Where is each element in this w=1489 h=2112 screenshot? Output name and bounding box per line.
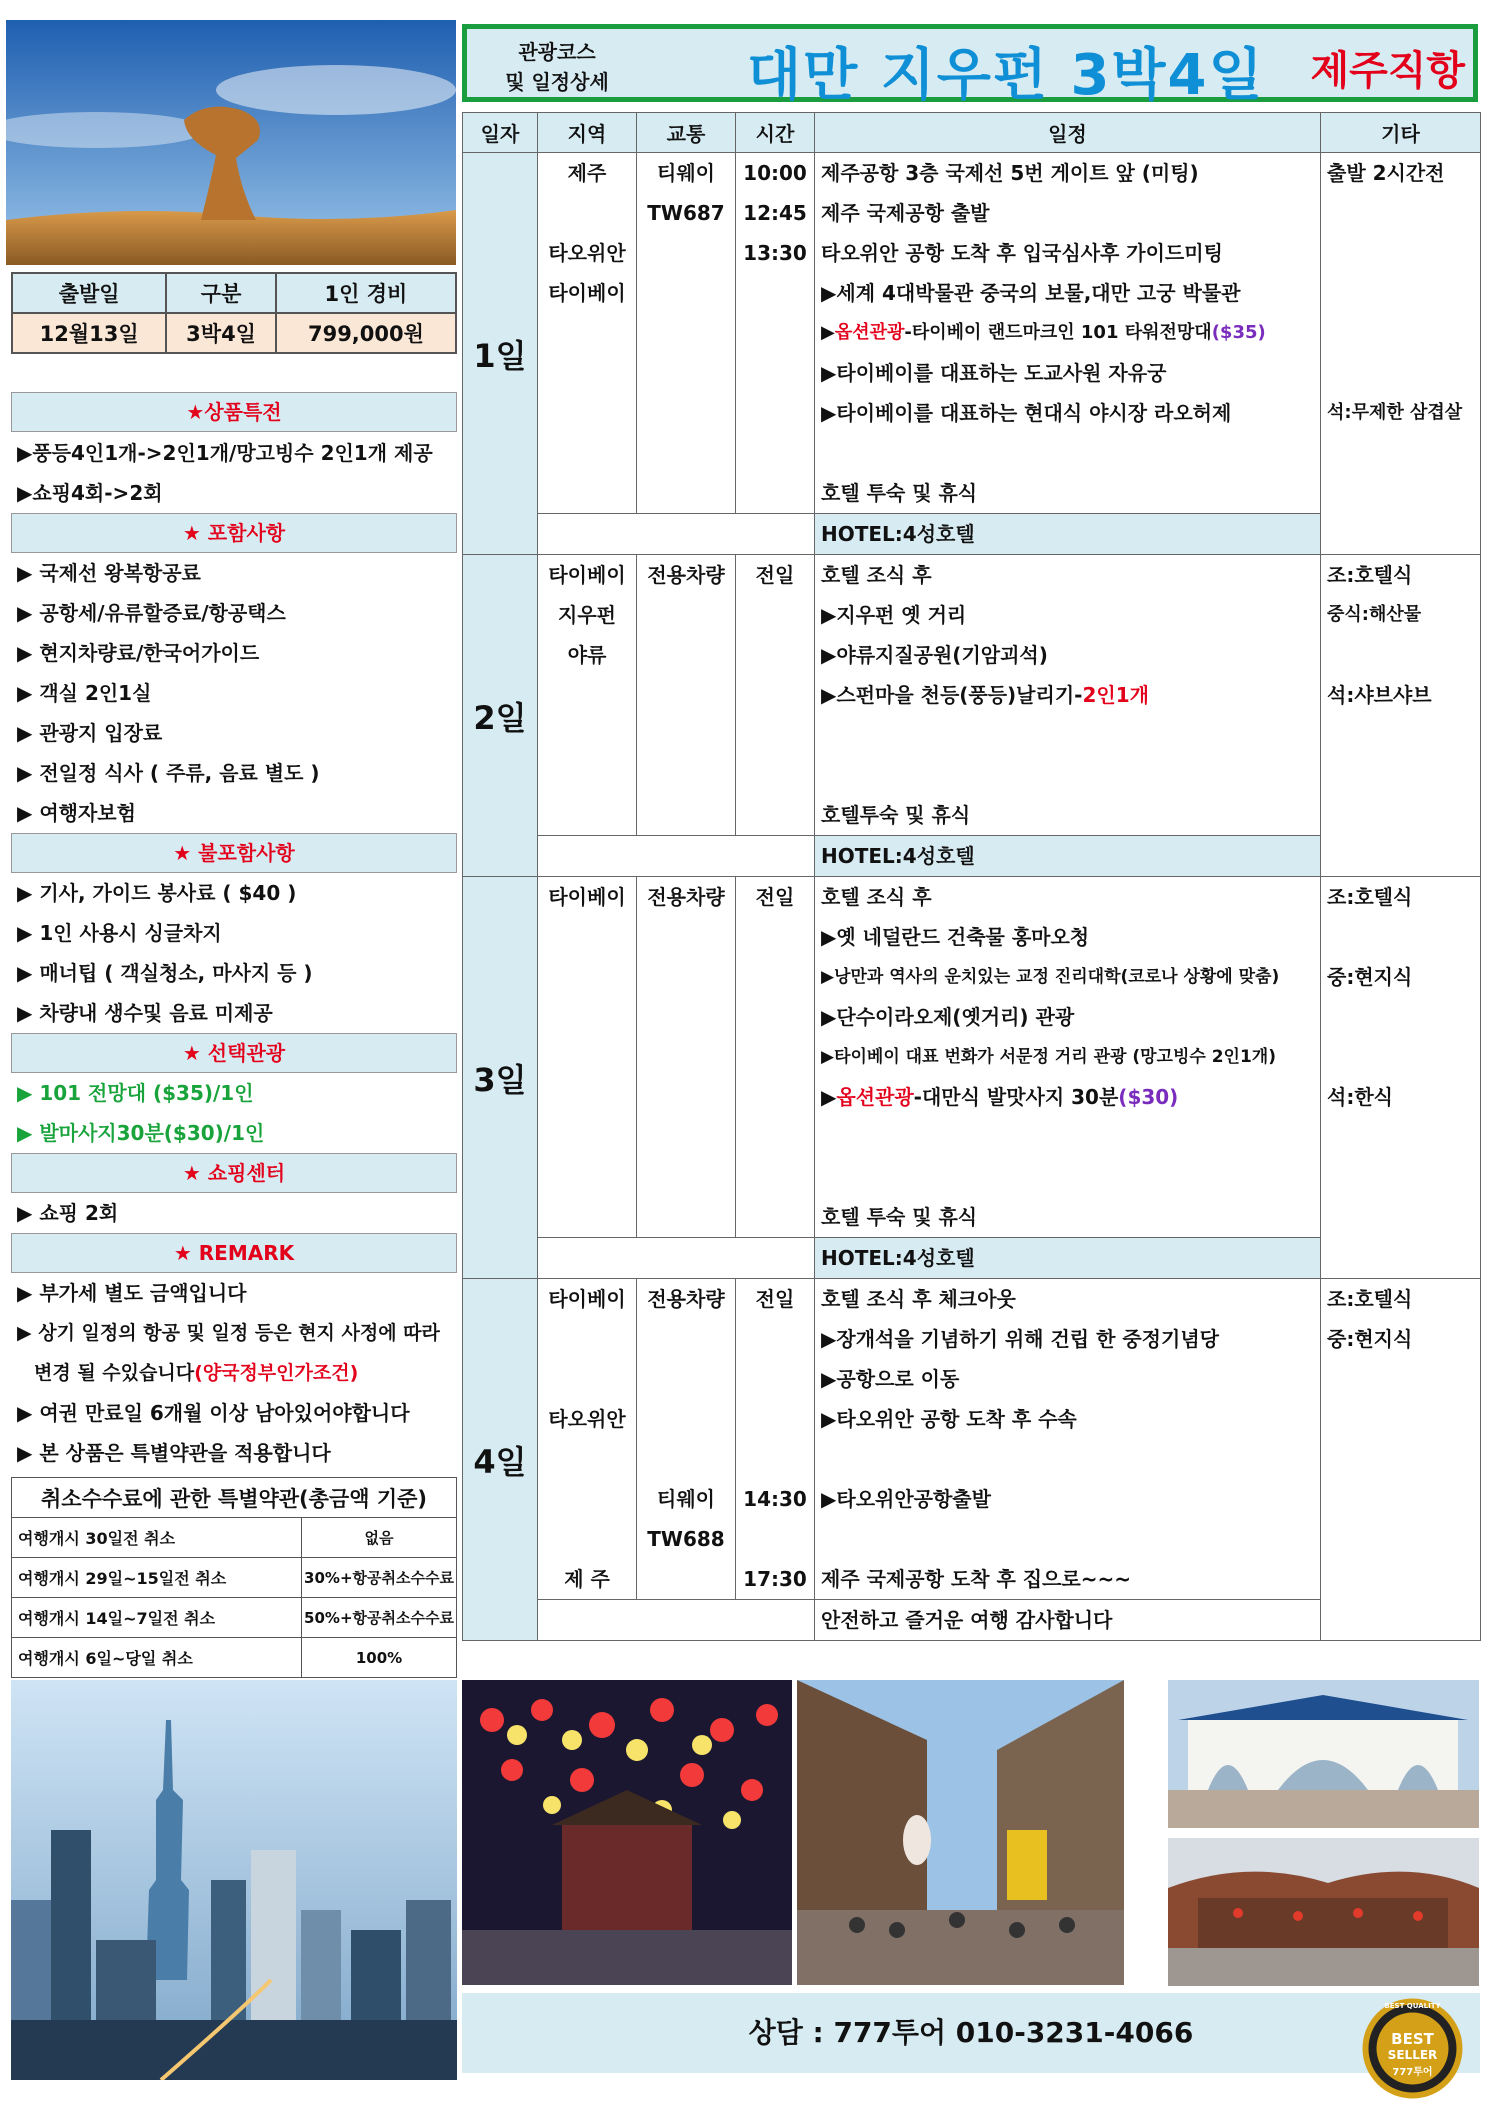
region-line: 제 주 (564, 1567, 610, 1591)
region-line: 타이베이 (548, 563, 626, 587)
plan-lantern-text: ▶스펀마을 천등(풍등)날리기- (821, 683, 1083, 707)
etc-cell (1321, 555, 1481, 877)
plan-line: ▶타이베이를 대표하는 현대식 야시장 라오허제 (821, 401, 1232, 425)
included-section-title: ★ 포함사항 (11, 513, 457, 553)
day-label: 4일 (463, 1279, 538, 1641)
region-cell (538, 877, 637, 1238)
plan-line: ▶공항으로 이동 (821, 1367, 960, 1391)
etc-line: 석:무제한 삼겹살 (1327, 402, 1463, 423)
plan-line: ▶지우펀 옛 거리 (821, 603, 967, 627)
longshan-temple-photo (1168, 1838, 1479, 1986)
time-cell (736, 555, 815, 836)
plan-line: ▶세계 4대박물관 중국의 보물,대만 고궁 박물관 (821, 281, 1241, 305)
optional-item-1: ▶ 101 전망대 ($35)/1인 (17, 1081, 254, 1105)
etc-line: 중:현지식 (1327, 965, 1413, 989)
day-label: 3일 (463, 877, 538, 1279)
schedule-row-day2 (463, 555, 1481, 836)
remark-item-3: ▶ 여권 만료일 6개월 이상 남아있어야합니다 (17, 1401, 410, 1425)
hotel-label: HOTEL:4성호텔 (815, 1238, 1320, 1278)
cancellation-period: 여행개시 14일~7일전 취소 (12, 1598, 302, 1638)
plan-cell (815, 1279, 1321, 1600)
plan-line-optional (821, 313, 1320, 353)
badge-ring-text: BEST QUALITY (1384, 2002, 1441, 2010)
plan-line: 호텔 조식 후 체크아웃 (821, 1287, 1016, 1311)
schedule-row-day4 (463, 1279, 1481, 1600)
plan-cell (815, 153, 1321, 514)
etc-cell (1321, 877, 1481, 1279)
plan-line: 제주 국제공항 도착 후 집으로~~~ (821, 1567, 1131, 1591)
region-cell (538, 555, 637, 836)
included-item-4: ▶ 객실 2인1실 (17, 681, 152, 705)
region-line: 타오위안 (548, 1407, 626, 1431)
cancellation-title: 취소수수료에 관한 특별약관(총금액 기준) (12, 1478, 457, 1518)
plan-cell (815, 555, 1321, 836)
region-line (538, 193, 636, 233)
hotel-cell (815, 836, 1321, 877)
included-item-2: ▶ 공항세/유류할증료/항공택스 (17, 601, 286, 625)
price-date: 12월13일 (12, 313, 166, 353)
price-header-cost: 1인 경비 (276, 273, 456, 313)
remark-item-1: ▶ 부가세 별도 금액입니다 (17, 1281, 247, 1305)
direct-flight-tag: 제주직항 (1310, 48, 1465, 94)
time-line: 17:30 (743, 1567, 807, 1591)
hotel-spacer (538, 514, 815, 555)
etc-line: 조:호텔식 (1327, 1287, 1413, 1311)
badge-line1: BEST (1391, 2030, 1434, 2048)
region-cell (538, 1279, 637, 1600)
plan-lantern-note: 2인1개 (1082, 683, 1149, 707)
page-header (462, 24, 1478, 108)
time-cell (736, 153, 815, 514)
col-header-region: 지역 (538, 113, 637, 153)
plan-line: 호텔 조식 후 (821, 885, 932, 909)
time-line: 전일 (755, 885, 795, 909)
plan-line: 호텔 투숙 및 휴식 (821, 481, 978, 505)
col-header-day: 일자 (463, 113, 538, 153)
etc-line: 출발 2시간전 (1327, 161, 1445, 185)
plan-line: ▶장개석을 기념하기 위해 건립 한 중정기념당 (821, 1327, 1219, 1351)
remark-item-2-text: 변경 될 수있습니다 (34, 1362, 195, 1384)
closing-cell (815, 1600, 1321, 1641)
transport-line: 티웨이 (657, 161, 715, 185)
etc-line: 석:한식 (1327, 1085, 1393, 1109)
plan-bullet: ▶ (821, 322, 835, 343)
remark-item-2-condition: (양국정부인가조건) (194, 1362, 359, 1384)
price-table (11, 272, 457, 354)
plan-line-optional (821, 1077, 1320, 1117)
transport-cell (637, 153, 736, 514)
time-line: 10:00 (743, 161, 807, 185)
transport-line: 전용차량 (647, 1287, 725, 1311)
time-line: 전일 (755, 1287, 795, 1311)
closing-spacer (538, 1600, 815, 1641)
badge-line3: 777투어 (1392, 2067, 1433, 2078)
time-cell (736, 877, 815, 1238)
plan-line: ▶야류지질공원(기암괴석) (821, 643, 1048, 667)
lantern-street-photo (462, 1680, 792, 1985)
contact-footer (462, 1993, 1480, 2073)
plan-line: 호텔 투숙 및 휴식 (821, 1205, 978, 1229)
plan-line: 호텔투숙 및 휴식 (821, 803, 971, 827)
cancellation-fee: 50%+항공취소수수료 (302, 1598, 457, 1638)
plan-bullet: ▶ (821, 1085, 837, 1109)
remark-item-2-cont (34, 1353, 358, 1393)
hotel-label: HOTEL:4성호텔 (815, 514, 1320, 554)
etc-cell (1321, 153, 1481, 555)
shopping-item-1: ▶ 쇼핑 2회 (17, 1201, 119, 1225)
plan-line: ▶타오위안공항출발 (821, 1487, 991, 1511)
col-header-etc: 기타 (1321, 113, 1481, 153)
cancellation-fee: 100% (302, 1638, 457, 1678)
hotel-label: HOTEL:4성호텔 (815, 836, 1320, 876)
optional-tour-text: -대만식 발맛사지 30분 (913, 1085, 1119, 1109)
plan-line: ▶단수이라오제(옛거리) 관광 (821, 1005, 1075, 1029)
included-item-1: ▶ 국제선 왕복항공료 (17, 561, 201, 585)
etc-line: 조:호텔식 (1327, 563, 1413, 587)
taipei-101-skyline-photo (11, 1680, 457, 2080)
plan-line: 호텔 조식 후 (821, 563, 932, 587)
cancellation-period: 여행개시 6일~당일 취소 (12, 1638, 302, 1678)
special-section-title: ★상품특전 (11, 392, 457, 432)
remark-section-title: ★ REMARK (11, 1233, 457, 1273)
excluded-item-4: ▶ 차량내 생수및 음료 미제공 (17, 1001, 273, 1025)
col-header-plan: 일정 (815, 113, 1321, 153)
time-line: 전일 (755, 563, 795, 587)
excluded-item-1: ▶ 기사, 가이드 봉사료 ( $40 ) (17, 881, 297, 905)
transport-cell (637, 1279, 736, 1600)
excluded-item-2: ▶ 1인 사용시 싱글차지 (17, 921, 222, 945)
plan-line: ▶타이베이를 대표하는 도교사원 자유궁 (821, 361, 1167, 385)
region-line: 타오위안 (548, 241, 626, 265)
cancellation-table (11, 1477, 457, 1678)
page-title: 대만 지우펀 3박4일 (747, 43, 1265, 108)
col-header-transport: 교통 (637, 113, 736, 153)
transport-cell (637, 877, 736, 1238)
plan-line: ▶타이베이 대표 번화가 서문정 거리 관광 (망고빙수 2인1개) (821, 1047, 1276, 1067)
etc-line: 중식:해산물 (1327, 604, 1422, 625)
cancellation-fee: 없음 (302, 1518, 457, 1558)
plan-line: ▶타오위안 공항 도착 후 수속 (821, 1407, 1077, 1431)
plan-line: ▶낭만과 역사의 운치있는 교정 진리대학(코로나 상황에 맞춤) (821, 967, 1280, 987)
schedule-table (462, 112, 1481, 1641)
header-subtitle-line1: 관광코스 (518, 40, 596, 64)
price-cost: 799,000원 (276, 313, 456, 353)
region-line: 타이베이 (548, 281, 626, 305)
etc-line: 석:샤브샤브 (1327, 683, 1432, 707)
closing-message: 안전하고 즐거운 여행 감사합니다 (821, 1608, 1113, 1632)
plan-line: 타오위안 공항 도착 후 입국심사후 가이드미팅 (821, 241, 1223, 265)
optional-item-2: ▶ 발마사지30분($30)/1인 (17, 1121, 265, 1145)
queens-head-rock-photo (6, 20, 456, 265)
region-line: 지우펀 (558, 603, 616, 627)
time-line: 13:30 (743, 241, 807, 265)
header-subtitle-line2: 및 일정상세 (505, 70, 609, 94)
optional-tour-price: ($35) (1211, 322, 1266, 343)
hotel-cell (815, 1238, 1321, 1279)
remark-item-4: ▶ 본 상품은 특별약관을 적용합니다 (17, 1441, 331, 1465)
transport-line: 티웨이 (657, 1487, 715, 1511)
shopping-section-title: ★ 쇼핑센터 (11, 1153, 457, 1193)
transport-line: TW688 (647, 1527, 725, 1551)
transport-line: 전용차량 (647, 563, 725, 587)
cancellation-period: 여행개시 29일~15일전 취소 (12, 1558, 302, 1598)
price-type: 3박4일 (166, 313, 276, 353)
region-line: 타이베이 (548, 1287, 626, 1311)
region-line: 야류 (567, 643, 607, 667)
day-label: 2일 (463, 555, 538, 877)
best-seller-badge-icon (1360, 1996, 1465, 2101)
special-item-1: ▶풍등4인1개->2인1개/망고빙수 2인1개 제공 (17, 441, 433, 465)
cancellation-fee: 30%+항공취소수수료 (302, 1558, 457, 1598)
region-line: 타이베이 (548, 885, 626, 909)
plan-line: 제주 국제공항 출발 (821, 201, 990, 225)
excluded-item-3: ▶ 매너팁 ( 객실청소, 마사지 등 ) (17, 961, 313, 985)
plan-line-lantern (821, 675, 1320, 715)
hotel-spacer (538, 1238, 815, 1279)
included-item-7: ▶ 여행자보험 (17, 801, 136, 825)
etc-cell (1321, 1279, 1481, 1641)
schedule-row-day1 (463, 153, 1481, 514)
time-cell (736, 1279, 815, 1600)
liberty-square-gate-photo (1168, 1680, 1479, 1828)
transport-line: 전용차량 (647, 885, 725, 909)
optional-section-title: ★ 선택관광 (11, 1033, 457, 1073)
included-item-5: ▶ 관광지 입장료 (17, 721, 163, 745)
plan-line: 제주공항 3층 국제선 5번 게이트 앞 (미팅) (821, 161, 1199, 185)
price-header-type: 구분 (166, 273, 276, 313)
day-label: 1일 (463, 153, 538, 555)
hotel-spacer (538, 836, 815, 877)
etc-line: 중:현지식 (1327, 1327, 1413, 1351)
included-item-3: ▶ 현지차량료/한국어가이드 (17, 641, 260, 665)
optional-tour-text: -타이베이 랜드마크인 101 타워전망대 (904, 322, 1212, 343)
region-cell (538, 153, 637, 514)
time-line: 14:30 (743, 1487, 807, 1511)
schedule-row-day3 (463, 877, 1481, 1238)
contact-info: 상담 : 777투어 010-3231-4066 (748, 2016, 1194, 2049)
plan-line: ▶옛 네덜란드 건축물 홍마오청 (821, 925, 1090, 949)
transport-cell (637, 555, 736, 836)
included-item-6: ▶ 전일정 식사 ( 주류, 음료 별도 ) (17, 761, 320, 785)
cancellation-period: 여행개시 30일전 취소 (12, 1518, 302, 1558)
header-subtitle (497, 37, 617, 97)
price-header-date: 출발일 (12, 273, 166, 313)
optional-tour-label: 옵션관광 (836, 1085, 914, 1109)
col-header-time: 시간 (736, 113, 815, 153)
etc-line: 조:호텔식 (1327, 885, 1413, 909)
excluded-section-title: ★ 불포함사항 (11, 833, 457, 873)
transport-line: TW687 (647, 201, 725, 225)
time-line: 12:45 (743, 201, 807, 225)
region-line: 제주 (567, 161, 607, 185)
plan-cell (815, 877, 1321, 1238)
special-item-2: ▶쇼핑4회->2회 (17, 481, 163, 505)
old-street-photo (797, 1680, 1124, 1985)
optional-tour-price: ($30) (1118, 1085, 1179, 1109)
optional-tour-label: 옵션관광 (834, 322, 905, 343)
hotel-cell (815, 514, 1321, 555)
badge-line2: SELLER (1387, 2048, 1438, 2062)
remark-item-2: ▶ 상기 일정의 항공 및 일정 등은 현지 사정에 따라 (17, 1322, 440, 1344)
